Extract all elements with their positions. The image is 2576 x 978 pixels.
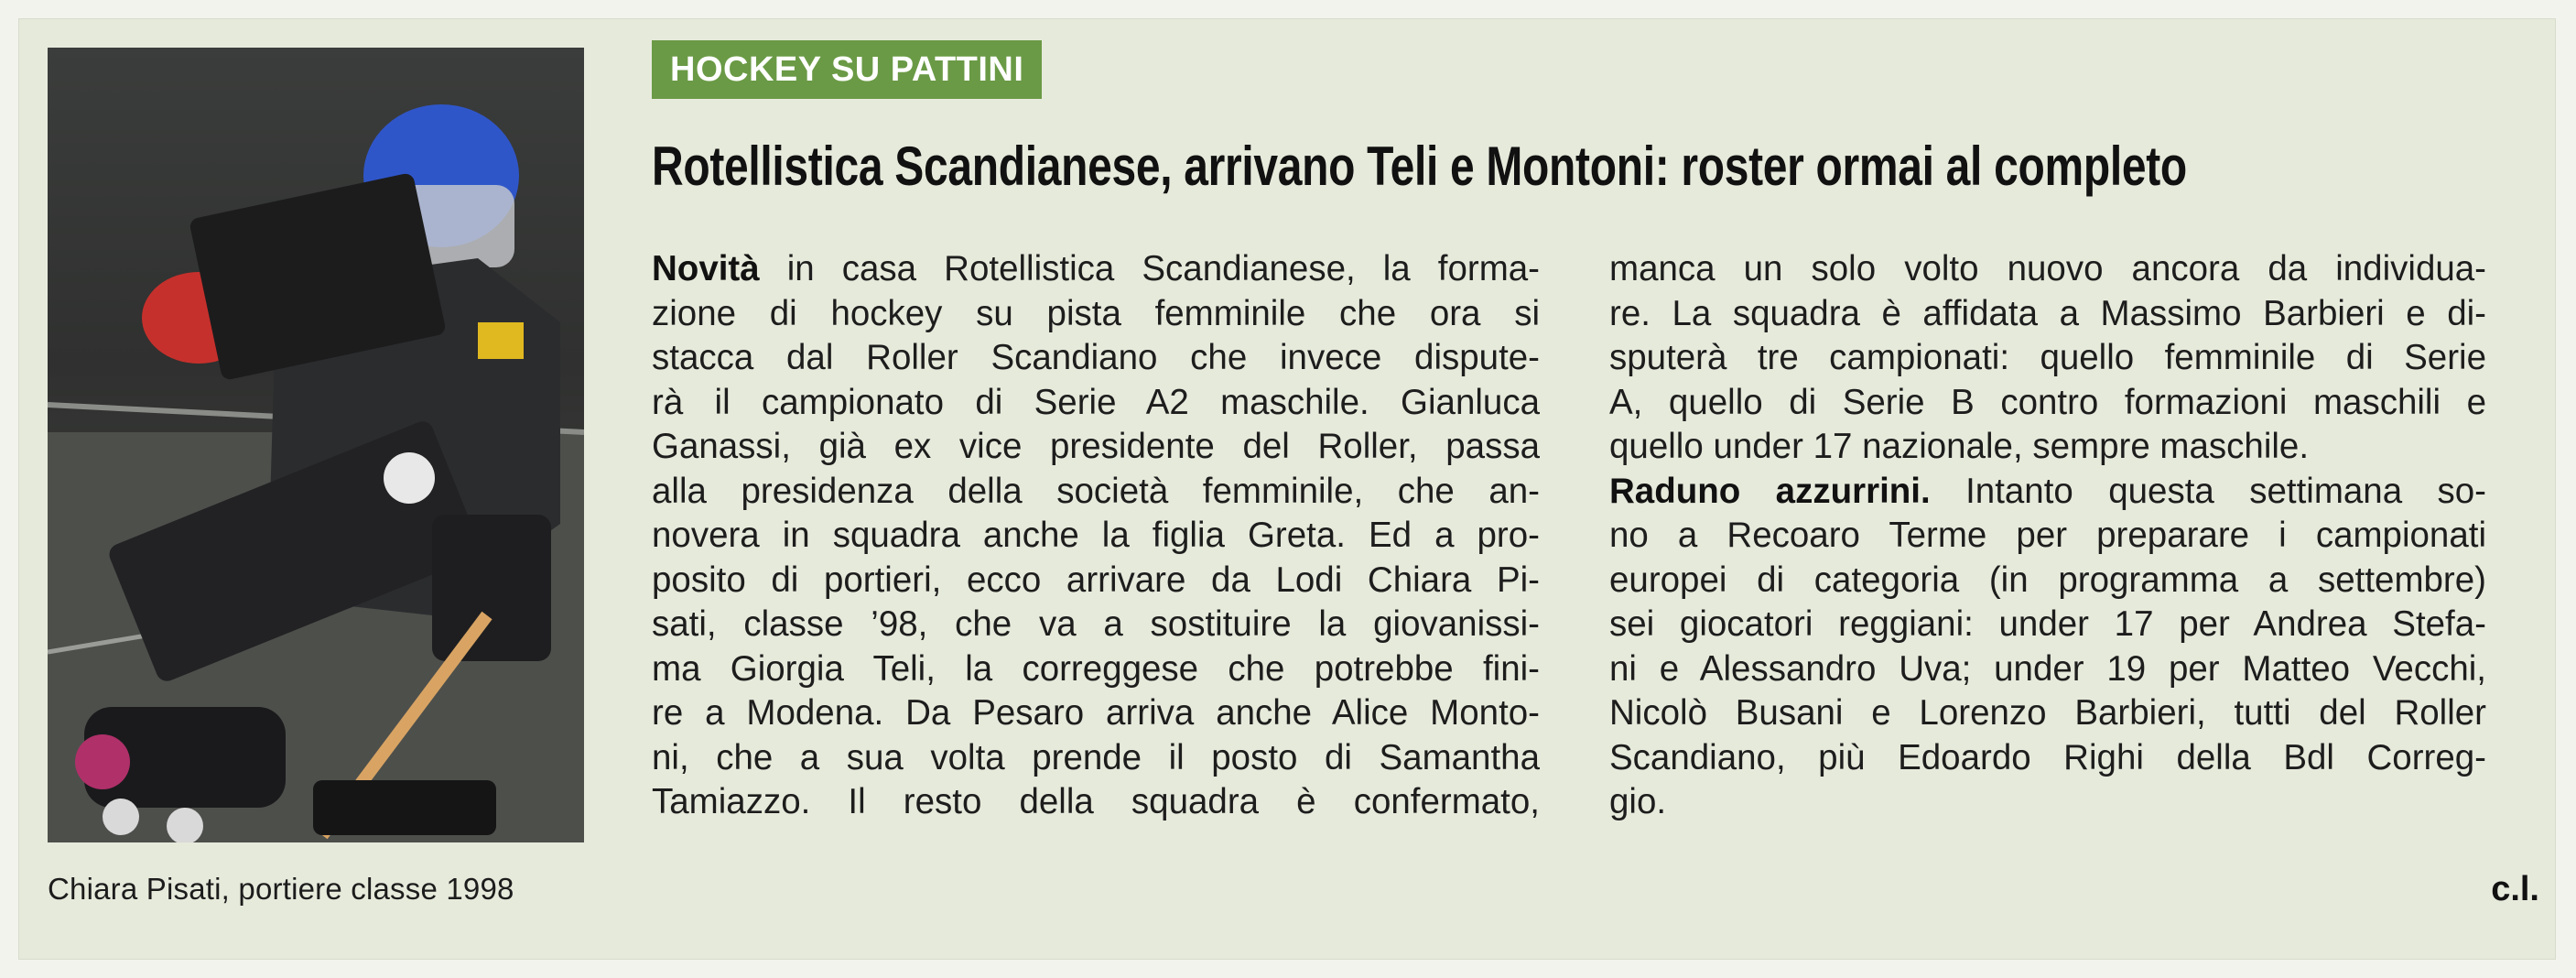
skate bbox=[313, 780, 496, 835]
body-line: sati, classe ’98, che va a sostituire la giovanissi- bbox=[652, 604, 1540, 644]
body-line: quello under 17 nazionale, sempre maschile. bbox=[1609, 427, 2310, 466]
headline: Rotellistica Scandianese, arrivano Teli e Montoni: roster ormai al completo bbox=[652, 136, 2187, 197]
body-line: ni, che a sua volta prende il posto di Samantha bbox=[652, 737, 1540, 777]
body-line: Nicolò Busani e Lorenzo Barbieri, tutti del Roller bbox=[1609, 693, 2486, 733]
photo-caption: Chiara Pisati, portiere classe 1998 bbox=[48, 872, 514, 906]
body-line: Raduno azzurrini. Intanto questa settimana so- bbox=[1609, 471, 2486, 511]
body-line: novera in squadra anche la figlia Greta. Ed a pro- bbox=[652, 516, 1540, 555]
section-kicker: HOCKEY SU PATTINI bbox=[652, 40, 1042, 99]
pad-logo bbox=[384, 452, 435, 504]
subhead-bold: Raduno azzurrini. bbox=[1609, 471, 1931, 511]
body-line: rà il campionato di Serie A2 maschile. Gianluca bbox=[652, 382, 1540, 422]
body-line: posito di portieri, ecco arrivare da Lodi Chiara Pi- bbox=[652, 560, 1540, 600]
body-line: ni e Alessandro Uva; under 19 per Matteo Vecchi, bbox=[1609, 648, 2486, 689]
body-column-2 bbox=[1609, 247, 2486, 825]
body-line: Ganassi, già ex vice presidente del Roller, passa bbox=[652, 427, 1540, 466]
body-line: A, quello di Serie B contro formazioni maschili e bbox=[1609, 382, 2486, 422]
body-line: re a Modena. Da Pesaro arriva anche Alice Monto- bbox=[652, 693, 1540, 733]
body-line: gio. bbox=[1609, 782, 1667, 821]
author-signature: c.l. bbox=[2491, 870, 2539, 908]
lead-bold: Novità bbox=[652, 249, 760, 288]
right-glove bbox=[432, 515, 551, 661]
jersey-logo bbox=[478, 322, 524, 359]
body-line: zione di hockey su pista femminile che ora si bbox=[652, 293, 1540, 333]
skate-wheel bbox=[103, 799, 139, 835]
body-line: no a Recoaro Terme per preparare i campionati bbox=[1609, 516, 2486, 555]
body-line: sputerà tre campionati: quello femminile di Serie bbox=[1609, 338, 2486, 377]
body-line: europei di categoria (in programma a settembre) bbox=[1609, 560, 2486, 600]
body-column-1 bbox=[652, 247, 1540, 825]
body-line: alla presidenza della società femminile, che an- bbox=[652, 471, 1540, 511]
body-line: re. La squadra è affidata a Massimo Barbieri e di- bbox=[1609, 293, 2486, 333]
body-line: Scandiano, più Edoardo Righi della Bdl Correg- bbox=[1609, 737, 2486, 777]
body-line: sei giocatori reggiani: under 17 per Andrea Stefa- bbox=[1609, 604, 2486, 644]
body-line: stacca dal Roller Scandiano che invece dispute- bbox=[652, 338, 1540, 377]
body-line: Tamiazzo. Il resto della squadra è confermato, bbox=[652, 782, 1540, 821]
body-line: manca un solo volto nuovo ancora da individua- bbox=[1609, 249, 2486, 288]
knee-pad bbox=[75, 734, 130, 789]
body-line: Novità in casa Rotellistica Scandianese, la forma- bbox=[652, 249, 1540, 288]
body-line: ma Giorgia Teli, la correggese che potrebbe fini- bbox=[652, 648, 1540, 689]
article-photo bbox=[48, 48, 584, 842]
goalkeeper-illustration bbox=[48, 48, 584, 842]
